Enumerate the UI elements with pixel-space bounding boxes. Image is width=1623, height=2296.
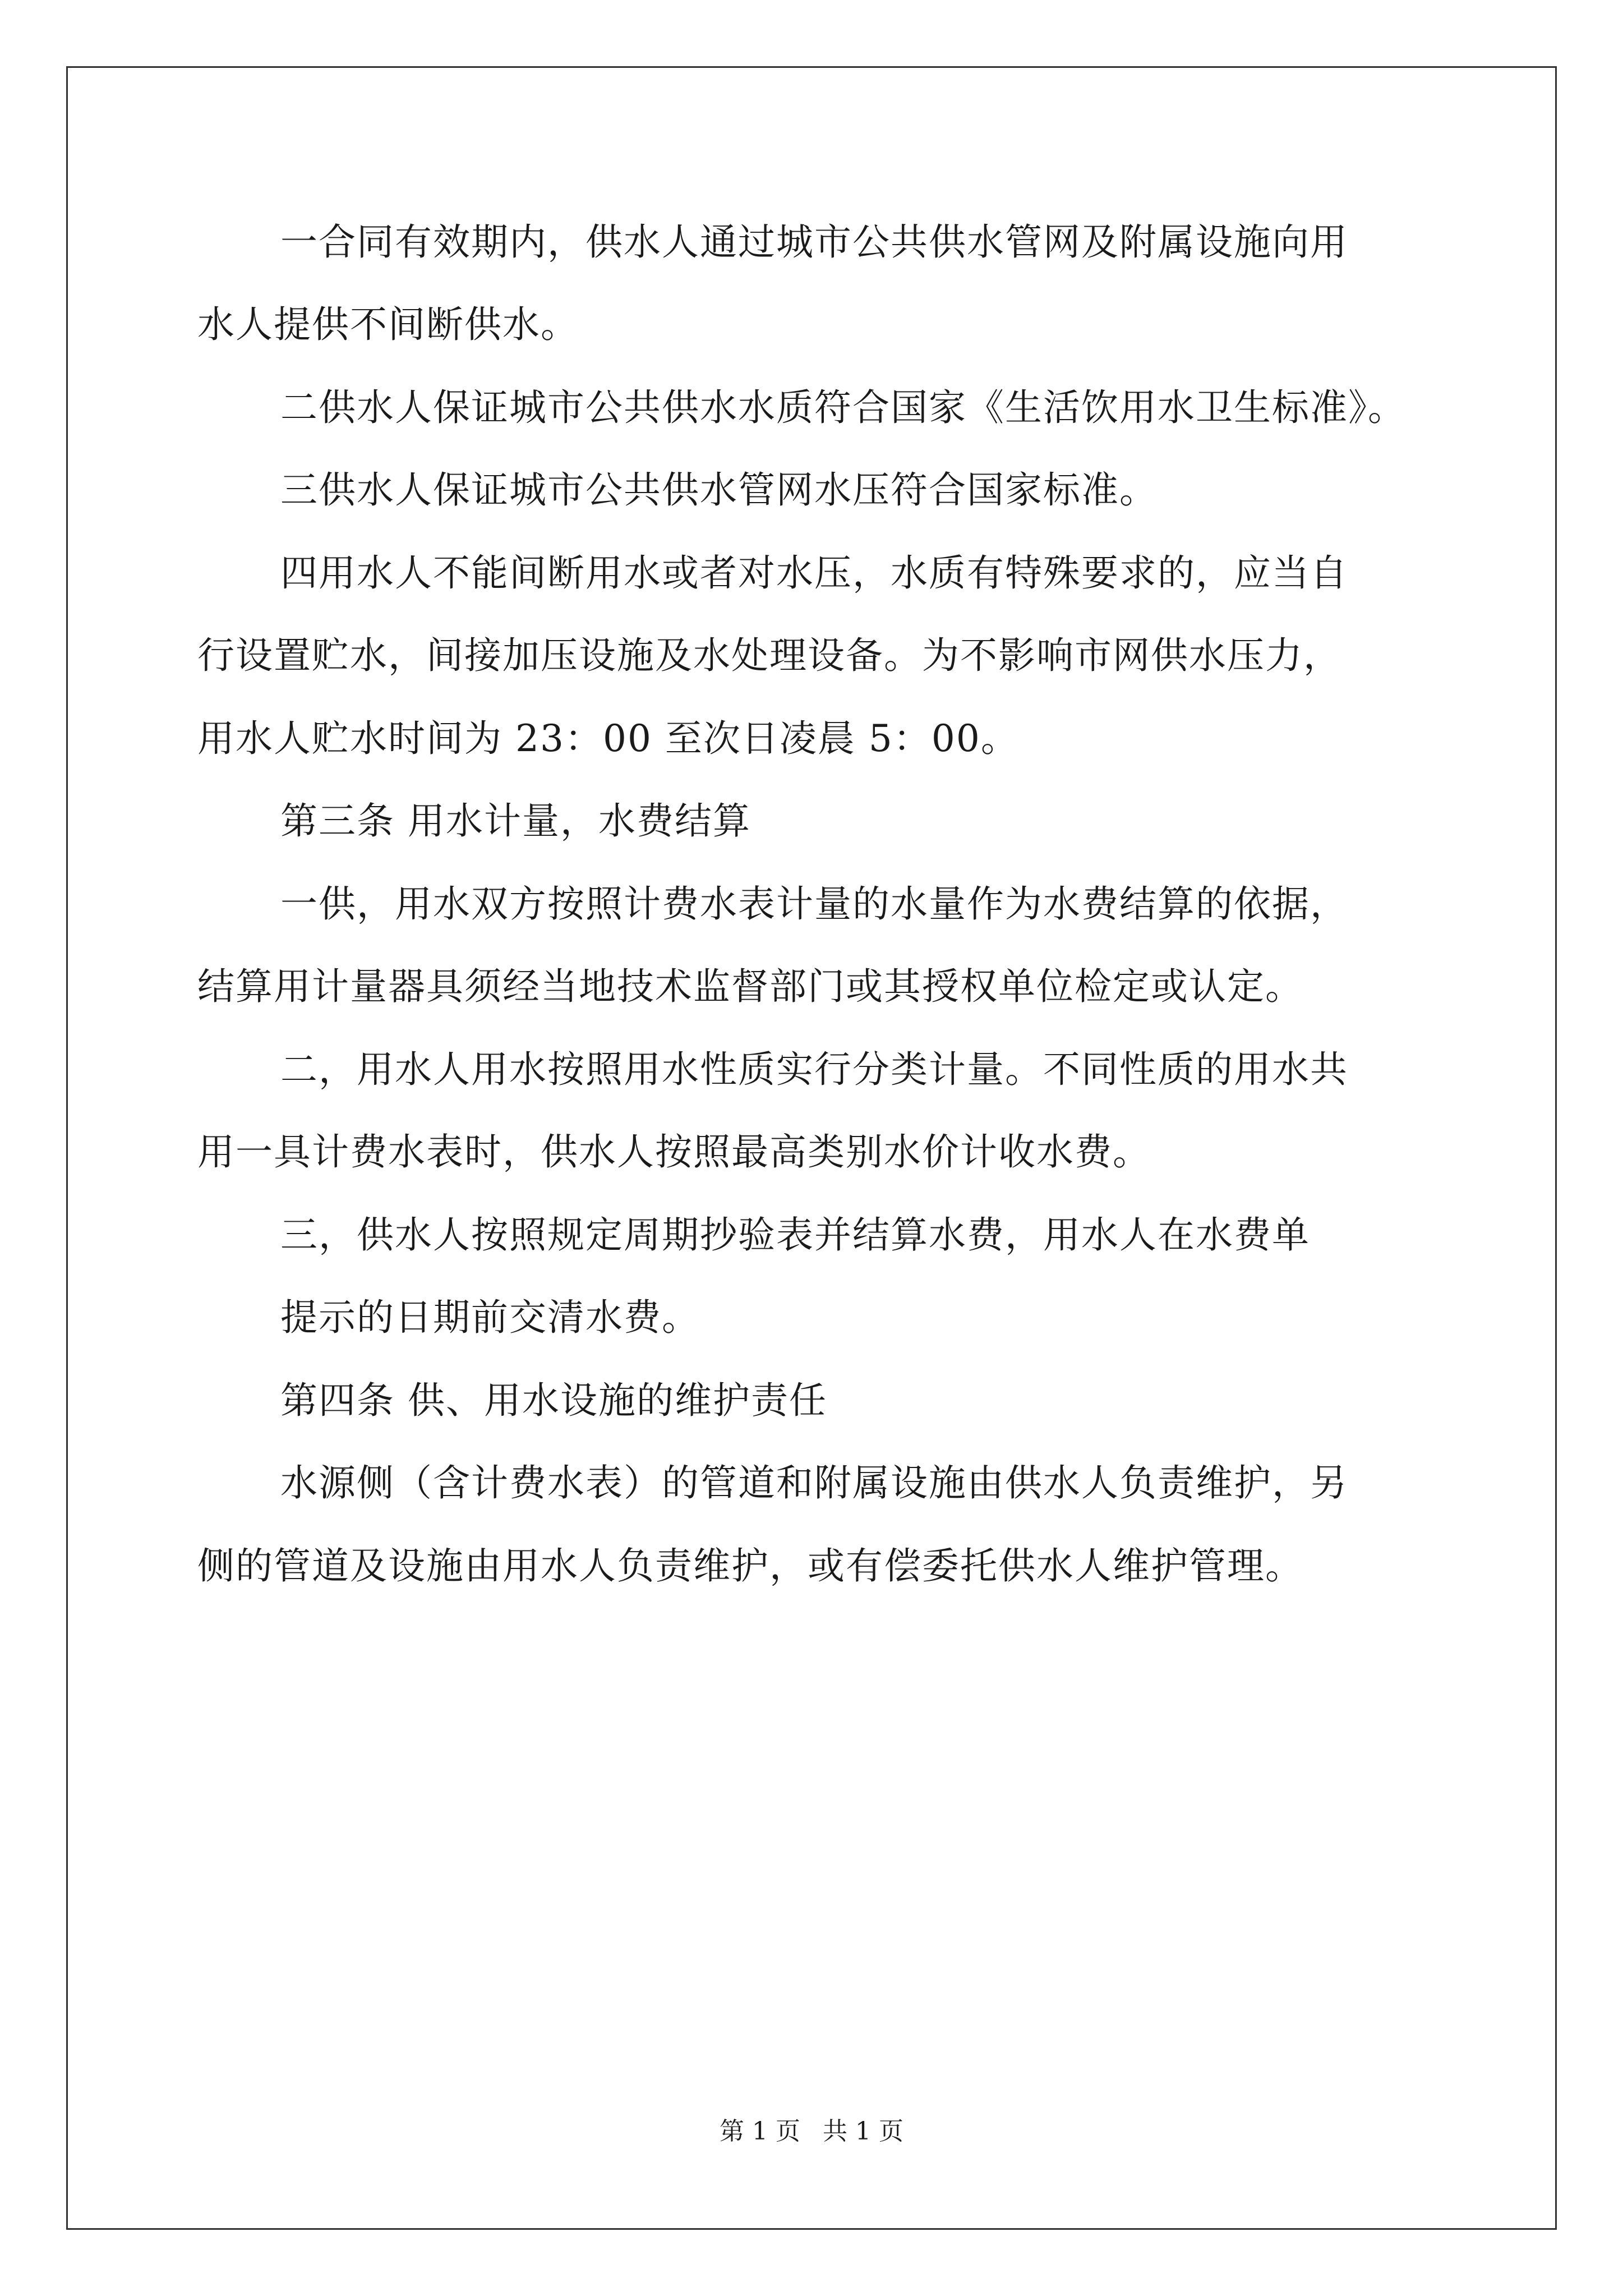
text-line: 三，供水人按照规定周期抄验表并结算水费，用水人在水费单	[280, 1213, 1310, 1257]
text-line: 三供水人保证城市公共供水管网水压符合国家标准。	[280, 468, 1158, 512]
text-line: 行设置贮水，间接加压设施及水处理设备。为不影响市网供水压力，	[197, 634, 1341, 677]
text-line: 侧的管道及设施由用水人负责维护，或有偿委托供水人维护管理。	[197, 1544, 1303, 1588]
page-number: 第 1 页	[720, 2117, 800, 2146]
text-line: 结算用计量器具须经当地技术监督部门或其授权单位检定或认定。	[197, 965, 1303, 1008]
section-heading: 第三条 用水计量，水费结算	[280, 799, 751, 843]
page-footer	[0, 2115, 1623, 2148]
text-line: 一供，用水双方按照计费水表计量的水量作为水费结算的依据，	[280, 882, 1348, 926]
section-heading: 第四条 供、用水设施的维护责任	[280, 1379, 827, 1422]
text-line: 用水人贮水时间为 23：00 至次日凌晨 5：00。	[197, 717, 1019, 760]
page-total: 共 1 页	[823, 2117, 903, 2146]
text-line: 用一具计费水表时，供水人按照最高类别水价计收水费。	[197, 1130, 1151, 1174]
text-line: 二，用水人用水按照用水性质实行分类计量。不同性质的用水共	[280, 1048, 1348, 1091]
text-line: 四用水人不能间断用水或者对水压，水质有特殊要求的，应当自	[280, 551, 1348, 595]
text-line: 一合同有效期内，供水人通过城市公共供水管网及附属设施向用	[280, 220, 1348, 264]
text-line: 水源侧（含计费水表）的管道和附属设施由供水人负责维护，另	[280, 1461, 1348, 1504]
text-line: 二供水人保证城市公共供水水质符合国家《生活饮用水卫生标准》。	[280, 386, 1406, 429]
text-line: 提示的日期前交清水费。	[280, 1296, 700, 1339]
text-line: 水人提供不间断供水。	[197, 303, 579, 346]
